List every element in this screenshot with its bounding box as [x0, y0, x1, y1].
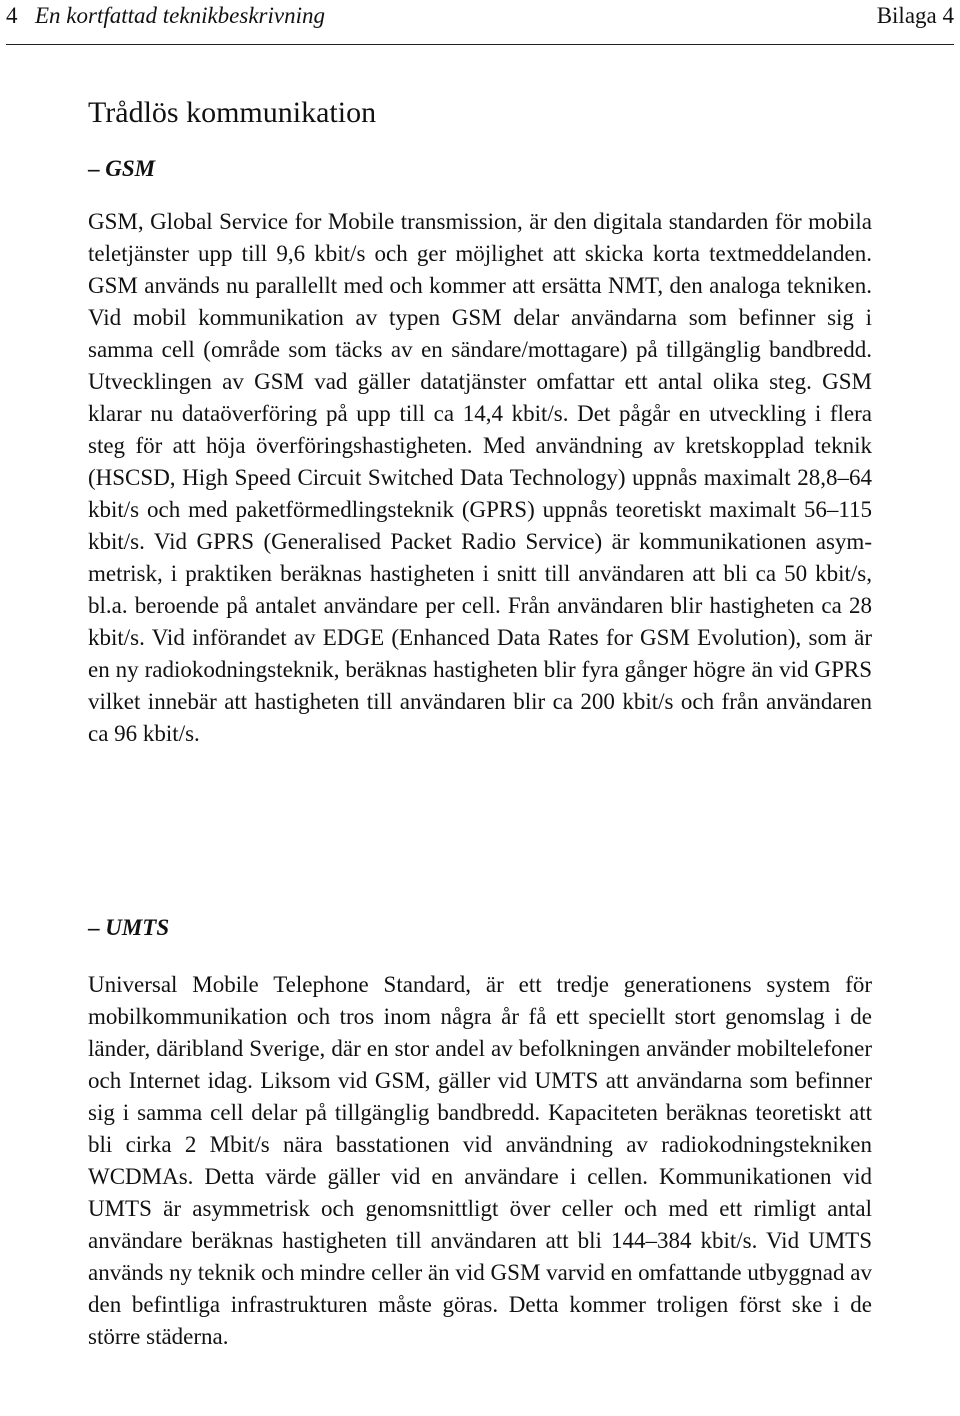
gsm-subheading-text: GSM — [105, 156, 156, 181]
gsm-subheading — [88, 156, 155, 182]
appendix-label: Bilaga 4 — [876, 3, 954, 28]
section-title: Trådlös kommunikation — [88, 96, 377, 129]
umts-subheading — [88, 915, 169, 941]
gsm-subheading-dash: – — [88, 156, 100, 181]
umts-subheading-text: UMTS — [105, 915, 170, 940]
gsm-paragraph: GSM, Global Service for Mobile transmission, är den digitala standarden för mobila teletjänster upp till 9,6 kbit/s och ger möjlighet att skicka korta textmeddelanden. GSM används nu parallellt med och kommer att ersätta NMT, den analoga tekniken. Vid mobil kommunikation av typen GSM delar användarna som befinner sig i samma cell (område som täcks av en sändare/mottagare) på tillgänglig bandbredd. Utvecklingen av GSM vad gäller datatjänster omfattar ett antal olika steg. GSM klarar nu dataöverföring på upp till ca 14,4 kbit/s. Det pågår en utveckling i flera steg för att höja överföringshastigheten. Med användning av kretskopplad teknik (HSCSD, High Speed Circuit Switched Data Technology) uppnås maximalt 28,8–64 kbit/s och med paketförmedlingsteknik (GPRS) uppnås teoretiskt maximalt 56–115 kbit/s. Vid GPRS (Generalised Packet Radio Service) är kommunikationen asymmetrisk, i praktiken beräknas hastigheten i snitt till användaren att bli ca 50 kbit/s, bl.a. beroende på antalet användare per cell. Från användaren blir hastigheten ca 28 kbit/s. Vid införandet av EDGE (Enhanced Data Rates for GSM Evolution), som är en ny radiokodningsteknik, beräknas hastigheten blir fyra gånger högre än vid GPRS vilket innebär att hastigheten till användaren blir ca 200 kbit/s och från användaren ca 96 kbit/s. — [88, 209, 872, 746]
running-header — [6, 0, 954, 45]
umts-subheading-dash: – — [88, 915, 100, 940]
umts-paragraph: Universal Mobile Telephone Standard, är ett tredje generationens system för mobilkommunikation och tros inom några år få ett speciellt stort genomslag i de länder, däribland Sverige, där en stor andel av befolkningen använder mobiltelefoner och Internet idag. Liksom vid GSM, gäller vid UMTS att användarna som befinner sig i samma cell delar på tillgänglig bandbredd. Kapaciteten beräknas teoretiskt att bli cirka 2 Mbit/s nära basstationen vid användning av radiokodningstekniken WCDMAs. Detta värde gäller vid en användare i cellen. Kommunikationen vid UMTS är asymmetrisk och genomsnittligt över celler och med ett rimligt antal användare beräknas hastigheten till användaren att bli 144–384 kbit/s. Vid UMTS används ny teknik och mindre celler än vid GSM varvid en omfattande utbyggnad av den befintliga infrastrukturen måste göras. Detta kommer troligen först ske i de större städerna. — [88, 972, 872, 1349]
page-number: 4 — [6, 3, 18, 28]
running-header-title: En kortfattad teknikbeskrivning — [35, 3, 325, 28]
